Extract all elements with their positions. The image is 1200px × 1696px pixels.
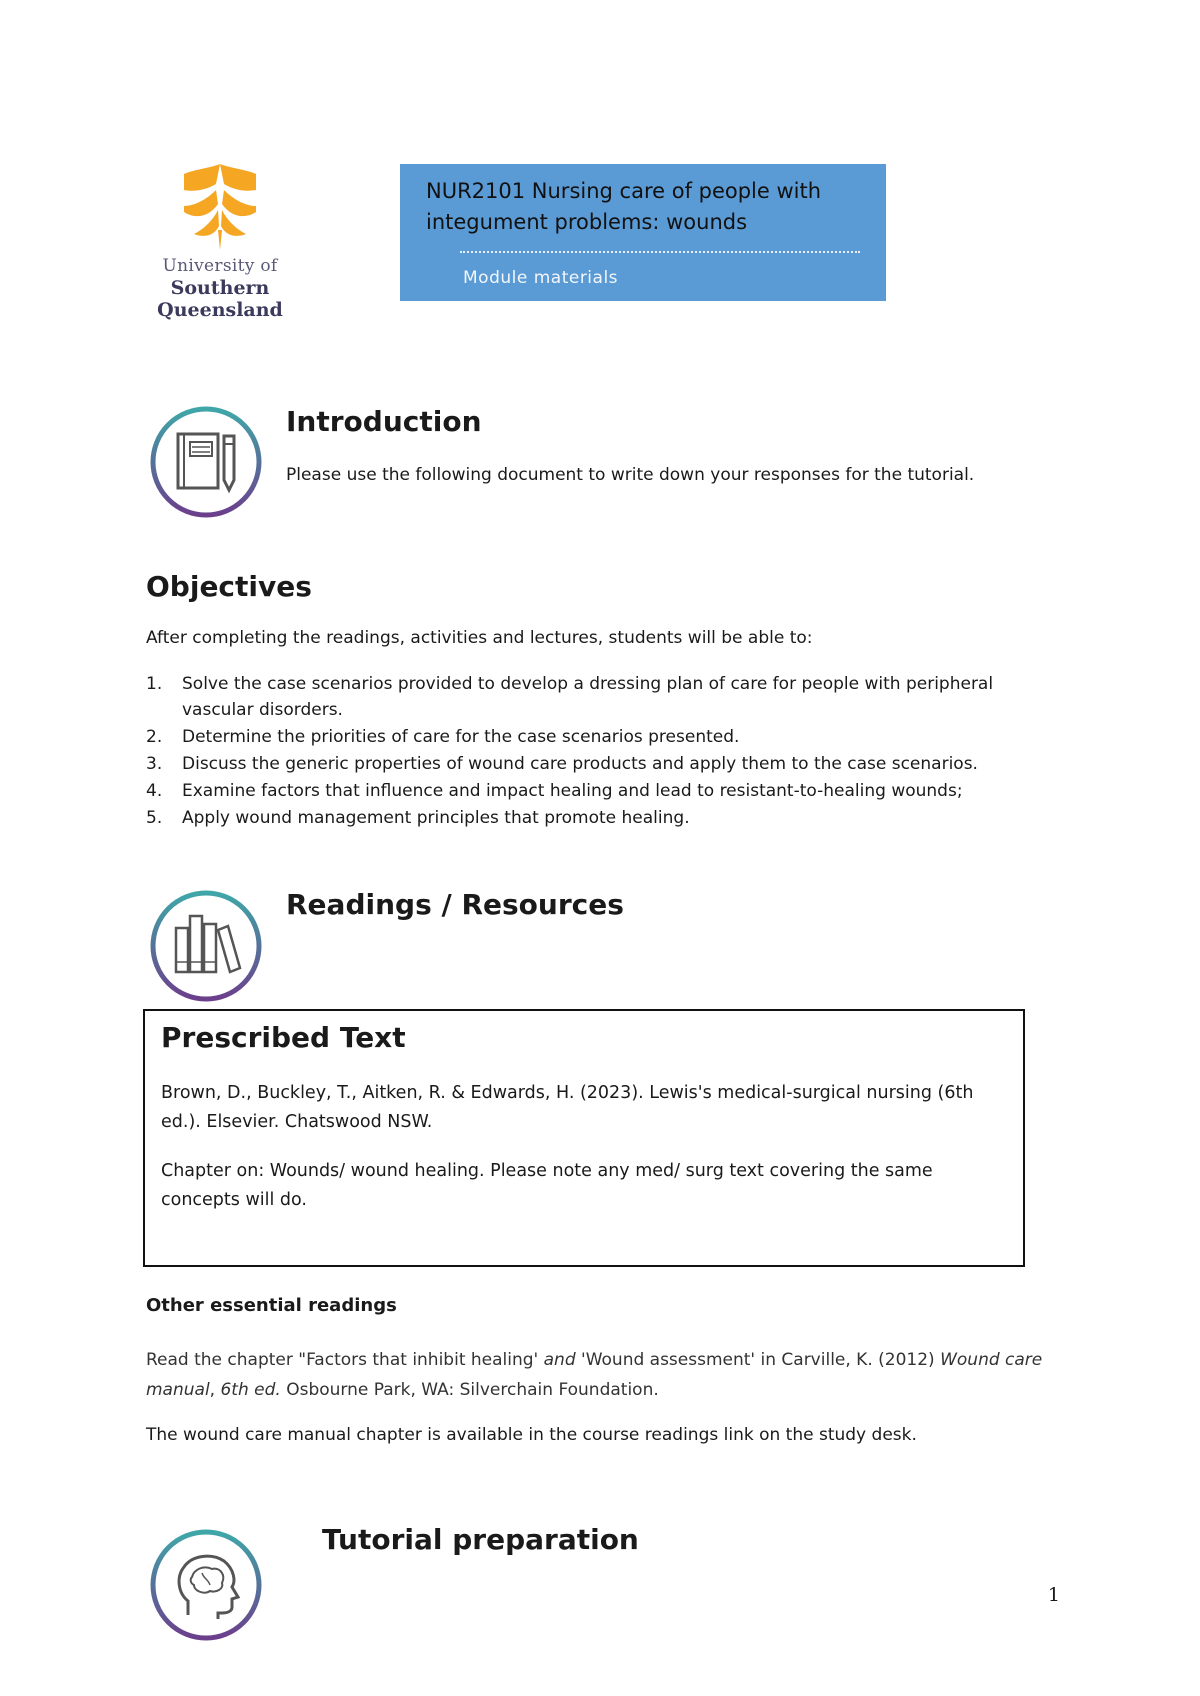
module-banner (400, 164, 886, 301)
logo-line-1: University of (162, 256, 278, 276)
notebook-pencil-icon (148, 404, 264, 520)
banner-divider (460, 251, 860, 253)
list-item: 4. Examine factors that influence and impact healing and lead to resistant-to-healing wounds; (146, 781, 963, 801)
objectives-list (146, 671, 1046, 832)
list-item: 5. Apply wound management principles that promote healing. (146, 808, 690, 828)
logo-tree-icon (150, 160, 290, 255)
page-number: 1 (1047, 1584, 1060, 1606)
list-item: 3. Discuss the generic properties of wound care products and apply them to the case scenarios. (146, 754, 978, 774)
list-item: 2. Determine the priorities of care for the case scenarios presented. (146, 727, 740, 747)
books-icon (148, 888, 264, 1004)
university-logo (150, 160, 290, 330)
readings-heading: Readings / Resources (286, 888, 624, 921)
logo-line-3: Queensland (157, 299, 283, 321)
prescribed-citation: Brown, D., Buckley, T., Aitken, R. & Edwards, H. (2023). Lewis's medical-surgical nursing (6th ed.). Elsevier. Chatswood NSW. (161, 1083, 974, 1132)
logo-line-2: Southern (170, 277, 270, 299)
other-readings-text: Read the chapter "Factors that inhibit healing' and 'Wound assessment' in Carville, K. (2012) Wound care manual, 6th ed. Osbourne Park, WA: Silverchain Foundation. (146, 1350, 1043, 1400)
readings-availability: The wound care manual chapter is available in the course readings link on the study desk. (146, 1425, 917, 1445)
objectives-intro: After completing the readings, activities and lectures, students will be able to: (146, 628, 813, 648)
tutorial-heading: Tutorial preparation (322, 1523, 639, 1556)
prescribed-text-box (143, 1009, 1025, 1267)
banner-subtitle: Module materials (463, 268, 619, 288)
list-item: 1. Solve the case scenarios provided to develop a dressing plan of care for people with peripheral vascular disorders. (146, 674, 994, 720)
introduction-heading: Introduction (286, 405, 482, 438)
prescribed-note: Chapter on: Wounds/ wound healing. Please note any med/ surg text covering the same concepts will do. (161, 1161, 933, 1210)
other-readings-heading: Other essential readings (146, 1295, 397, 1316)
objectives-heading: Objectives (146, 570, 312, 603)
brain-head-icon (148, 1527, 264, 1643)
banner-title: NUR2101 Nursing care of people with integument problems: wounds (426, 179, 822, 234)
prescribed-heading: Prescribed Text (161, 1021, 406, 1054)
introduction-text: Please use the following document to write down your responses for the tutorial. (286, 465, 975, 485)
